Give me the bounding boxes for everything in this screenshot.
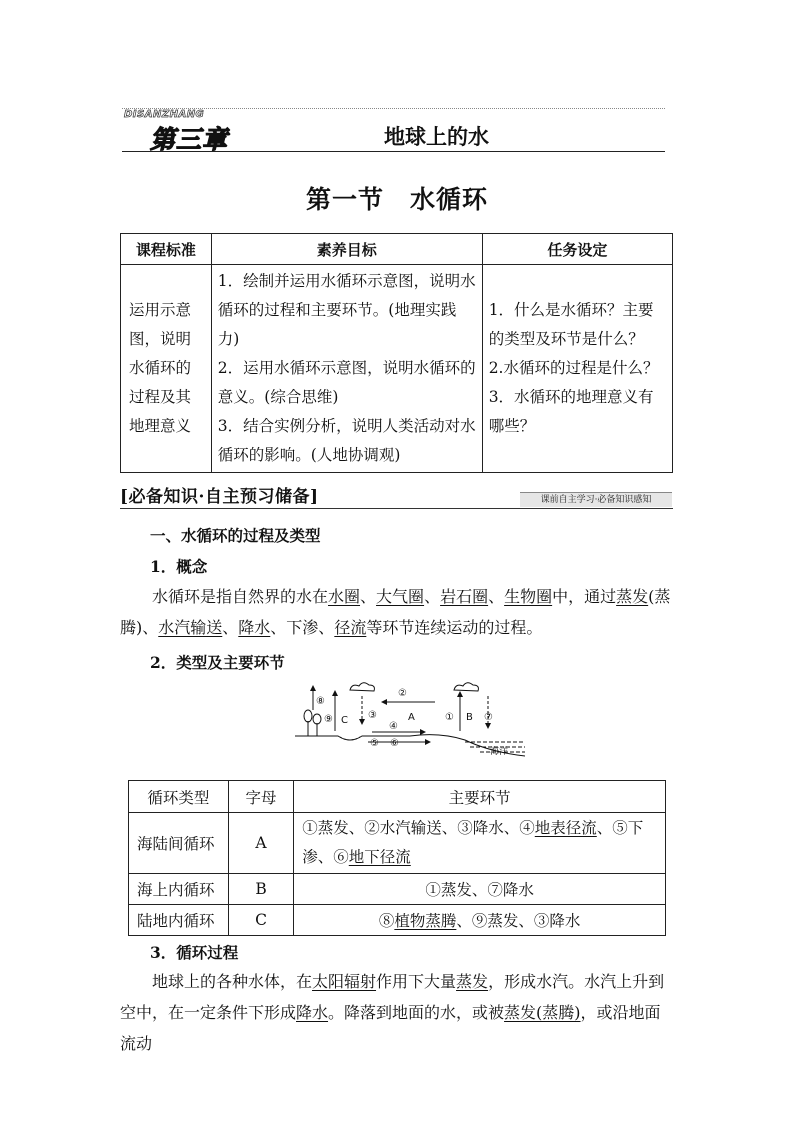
standard-line: 地理意义	[129, 417, 192, 435]
literacy-item: 1．绘制并运用水循环示意图，说明水循环的过程和主要环节。(地理实践力)	[217, 272, 476, 348]
label-9: ⑨	[324, 714, 333, 725]
goals-table	[120, 233, 673, 473]
standard-line: 运用示意	[129, 301, 192, 319]
water-cycle-diagram	[290, 676, 530, 774]
process-heading: 3．循环过程	[150, 943, 239, 962]
chapter-title: 地球上的水	[384, 124, 489, 149]
cloud-right	[454, 683, 478, 691]
label-C: C	[341, 715, 348, 726]
type-name: 陆地内循环	[129, 905, 229, 936]
section-band-tag: 课前自主学习·必备知识感知	[520, 492, 672, 507]
chapter-pinyin: DISANZHANG	[124, 109, 205, 120]
goals-standard-cell	[121, 265, 212, 473]
label-2: ②	[398, 688, 407, 699]
chapter-label: 第三章	[150, 125, 229, 154]
types-header-letter: 字母	[228, 781, 293, 813]
types-row-sea-land	[129, 813, 666, 874]
label-B: B	[466, 712, 473, 723]
goals-header-literacy: 素养目标	[211, 234, 482, 265]
process-paragraph: 地球上的各种水体，在太阳辐射作用下大量蒸发，形成水汽。水汽上升到空中，在一定条件下形成降水。降落到地面的水，或被蒸发(蒸腾)，或沿地面流动	[120, 972, 665, 1053]
type-steps: ⑧植物蒸腾、⑨蒸发、③降水	[294, 905, 666, 936]
concept-paragraph: 水循环是指自然界的水在水圈、大气圈、岩石圈、生物圈中，通过蒸发(蒸腾)、水汽输送、降水、下渗、径流等环节连续运动的过程。	[120, 587, 671, 637]
label-5: ⑤	[370, 738, 379, 749]
types-row-land	[129, 905, 666, 936]
label-7: ⑦	[484, 712, 493, 723]
type-letter: C	[228, 905, 293, 936]
task-item: 2.水循环的过程是什么？	[488, 359, 659, 377]
standard-line: 水循环的	[129, 359, 192, 377]
label-8: ⑧	[316, 696, 325, 707]
types-heading: 2．类型及主要环节	[150, 653, 285, 672]
section-band-title: [必备知识·自主预习储备]	[120, 487, 319, 507]
part-heading: 一、水循环的过程及类型	[150, 526, 321, 545]
standard-line: 过程及其	[129, 388, 192, 406]
types-header-type: 循环类型	[129, 781, 229, 813]
task-item: 3．水循环的地理意义有哪些？	[488, 388, 654, 435]
type-name: 海陆间循环	[129, 813, 229, 874]
label-1: ①	[445, 712, 454, 723]
goals-tasks-cell	[482, 265, 672, 473]
literacy-item: 2．运用水循环示意图，说明水循环的意义。(综合思维)	[217, 359, 476, 406]
label-A: A	[408, 712, 415, 723]
types-header-steps: 主要环节	[294, 781, 666, 813]
goals-header-standard: 课程标准	[121, 234, 212, 265]
header-rule	[122, 151, 665, 152]
task-item: 1．什么是水循环？主要的类型及环节是什么？	[488, 301, 654, 348]
label-sea: 海洋	[490, 747, 509, 757]
cycle-types-table	[128, 780, 666, 936]
goals-literacy-cell	[211, 265, 482, 473]
section-title: 第一节 水循环	[305, 185, 488, 214]
types-row-ocean	[129, 874, 666, 905]
goals-header-row	[121, 234, 673, 265]
types-header-row	[129, 781, 666, 813]
type-letter: B	[228, 874, 293, 905]
type-name: 海上内循环	[129, 874, 229, 905]
concept-heading: 1．概念	[150, 557, 208, 576]
label-4: ④	[389, 721, 398, 732]
cloud-left	[350, 683, 374, 691]
type-steps: ①蒸发、②水汽输送、③降水、④地表径流、⑤下渗、⑥地下径流	[294, 813, 666, 874]
goals-header-tasks: 任务设定	[482, 234, 672, 265]
literacy-item: 3．结合实例分析，说明人类活动对水循环的影响。(人地协调观)	[217, 417, 476, 464]
label-6: ⑥	[390, 738, 399, 749]
standard-line: 图，说明	[129, 330, 192, 348]
type-steps: ①蒸发、⑦降水	[294, 874, 666, 905]
section-band-rule	[120, 508, 673, 509]
type-letter: A	[228, 813, 293, 874]
label-3: ③	[368, 710, 377, 721]
goals-body-row	[121, 265, 673, 473]
